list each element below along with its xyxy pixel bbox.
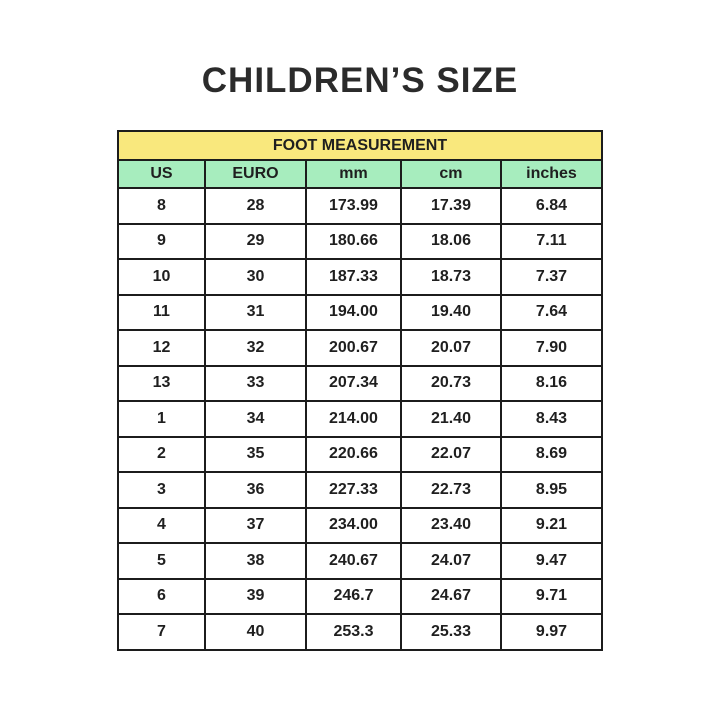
table-row (118, 437, 602, 473)
table-cell: 234.00 (306, 508, 401, 544)
table-cell: 173.99 (306, 188, 401, 224)
table-row (118, 401, 602, 437)
table-cell: 180.66 (306, 224, 401, 260)
table-cell: 9.21 (501, 508, 602, 544)
table-cell: 8.69 (501, 437, 602, 473)
table-cell: 32 (205, 330, 306, 366)
table-cell: 240.67 (306, 543, 401, 579)
table-row (118, 330, 602, 366)
table-cell: 17.39 (401, 188, 501, 224)
table-cell: 8.16 (501, 366, 602, 402)
table-cell: 8 (118, 188, 205, 224)
table-cell: 23.40 (401, 508, 501, 544)
table-cell: 187.33 (306, 259, 401, 295)
column-header: US (118, 160, 205, 188)
size-chart-table (117, 130, 603, 651)
page-title: CHILDREN’S SIZE (201, 61, 519, 100)
table-cell: 20.07 (401, 330, 501, 366)
table-cell: 200.67 (306, 330, 401, 366)
table-cell: 253.3 (306, 614, 401, 650)
table-cell: 214.00 (306, 401, 401, 437)
table-cell: 18.06 (401, 224, 501, 260)
table-cell: 28 (205, 188, 306, 224)
table-cell: 36 (205, 472, 306, 508)
column-header: inches (501, 160, 602, 188)
table-cell: 30 (205, 259, 306, 295)
column-header-row (118, 160, 602, 188)
table-cell: 5 (118, 543, 205, 579)
table-title: FOOT MEASUREMENT (118, 131, 602, 160)
table-cell: 40 (205, 614, 306, 650)
table-cell: 33 (205, 366, 306, 402)
table-title-row (118, 131, 602, 160)
table-row (118, 259, 602, 295)
table-cell: 10 (118, 259, 205, 295)
table-cell: 22.07 (401, 437, 501, 473)
table-cell: 3 (118, 472, 205, 508)
table-cell: 34 (205, 401, 306, 437)
table-cell: 9.97 (501, 614, 602, 650)
table-cell: 9.47 (501, 543, 602, 579)
column-header: mm (306, 160, 401, 188)
table-cell: 18.73 (401, 259, 501, 295)
table-cell: 4 (118, 508, 205, 544)
table-cell: 7.90 (501, 330, 602, 366)
table-cell: 29 (205, 224, 306, 260)
table-cell: 7.11 (501, 224, 602, 260)
table-row (118, 224, 602, 260)
table-cell: 19.40 (401, 295, 501, 331)
table-cell: 12 (118, 330, 205, 366)
table-cell: 38 (205, 543, 306, 579)
table-cell: 6 (118, 579, 205, 615)
table-cell: 21.40 (401, 401, 501, 437)
size-table-body (118, 188, 602, 650)
table-cell: 31 (205, 295, 306, 331)
table-cell: 7.64 (501, 295, 602, 331)
table-cell: 13 (118, 366, 205, 402)
table-cell: 9.71 (501, 579, 602, 615)
table-cell: 7 (118, 614, 205, 650)
table-cell: 207.34 (306, 366, 401, 402)
table-row (118, 295, 602, 331)
table-row (118, 614, 602, 650)
table-cell: 35 (205, 437, 306, 473)
table-cell: 20.73 (401, 366, 501, 402)
table-cell: 24.07 (401, 543, 501, 579)
table-cell: 220.66 (306, 437, 401, 473)
table-cell: 1 (118, 401, 205, 437)
table-cell: 246.7 (306, 579, 401, 615)
table-cell: 227.33 (306, 472, 401, 508)
table-cell: 39 (205, 579, 306, 615)
table-cell: 25.33 (401, 614, 501, 650)
table-cell: 11 (118, 295, 205, 331)
table-cell: 8.95 (501, 472, 602, 508)
table-cell: 9 (118, 224, 205, 260)
table-row (118, 366, 602, 402)
table-cell: 194.00 (306, 295, 401, 331)
table-cell: 37 (205, 508, 306, 544)
table-cell: 2 (118, 437, 205, 473)
table-row (118, 579, 602, 615)
column-header: cm (401, 160, 501, 188)
table-cell: 6.84 (501, 188, 602, 224)
table-row (118, 543, 602, 579)
table-row (118, 508, 602, 544)
table-row (118, 188, 602, 224)
table-cell: 24.67 (401, 579, 501, 615)
table-cell: 8.43 (501, 401, 602, 437)
table-cell: 22.73 (401, 472, 501, 508)
column-header: EURO (205, 160, 306, 188)
table-row (118, 472, 602, 508)
table-cell: 7.37 (501, 259, 602, 295)
